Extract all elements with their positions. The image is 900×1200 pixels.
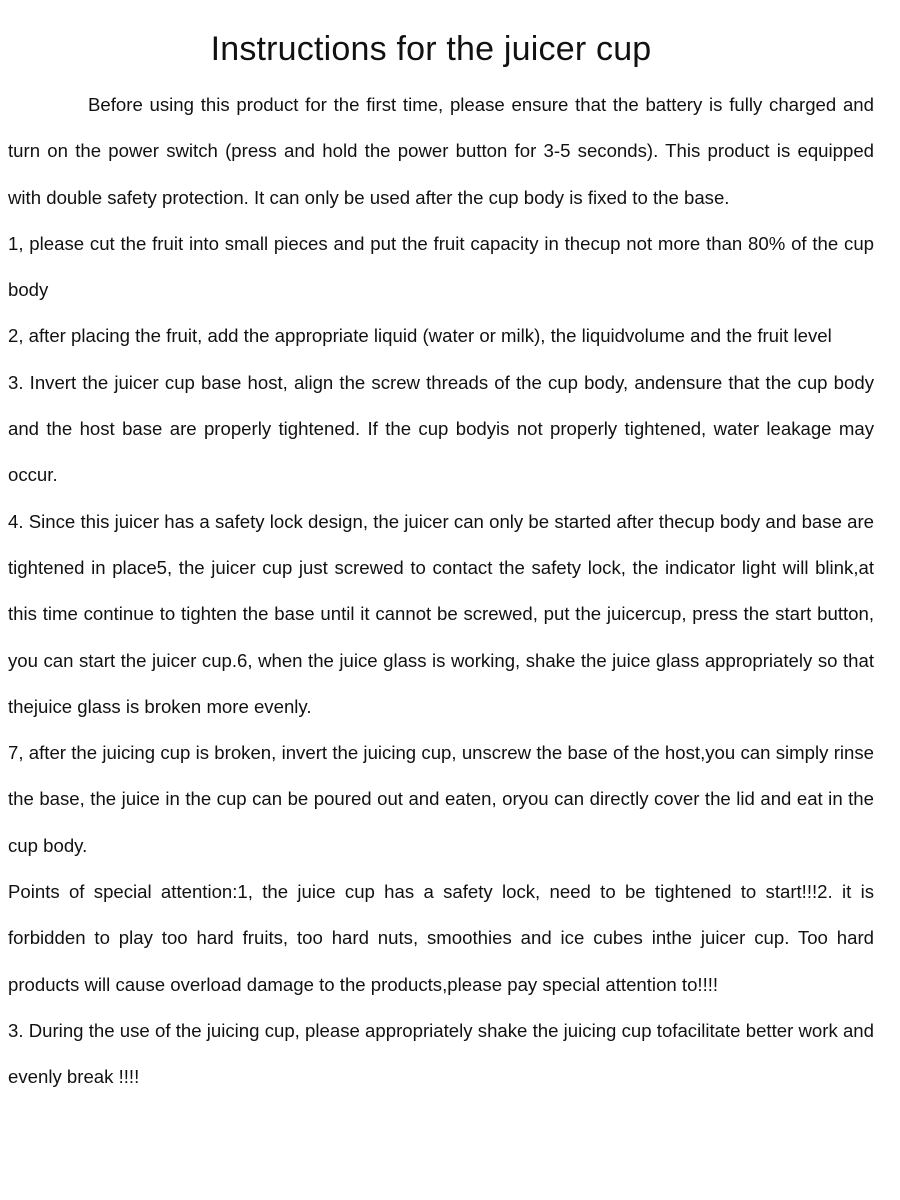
attention-note-3-paragraph: 3. During the use of the juicing cup, please appropriately shake the juicing cup tofacilitate better work and evenly break !!!! [8, 1019, 874, 1088]
step-3-paragraph: 3. Invert the juicer cup base host, align the screw threads of the cup body, andensure that the cup body and the host base are properly tightened. If the cup bodyis not properly tightened, water leakage may occur. [8, 371, 874, 486]
step-4-paragraph: 4. Since this juicer has a safety lock design, the juicer can only be started after thecup body and base are tightened in place5, the juicer cup just screwed to contact the safety lock, the indicator light will blink,at this time continue to tighten the base until it cannot be screwed, put the juicercup, press the start button, you can start the juicer cup.6, when the juice glass is working, shake the juice glass appropriately so that thejuice glass is broken more evenly. [8, 510, 874, 717]
step-1-paragraph: 1, please cut the fruit into small pieces and put the fruit capacity in thecup not more than 80% of the cup body [8, 232, 874, 301]
special-attention-paragraph: Points of special attention:1, the juice cup has a safety lock, need to be tightened to start!!!2. it is forbidden to play too hard fruits, too hard nuts, smoothies and ice cubes inthe juicer cup. Too hard products will cause overload damage to the products,please pay special attention to!!!! [8, 881, 874, 995]
page-title: Instructions for the juicer cup [210, 30, 652, 68]
instruction-body [8, 82, 874, 1101]
step-2-paragraph: 2, after placing the fruit, add the appropriate liquid (water or milk), the liquidvolume and the fruit level [8, 325, 832, 347]
step-7-paragraph: 7, after the juicing cup is broken, invert the juicing cup, unscrew the base of the host,you can simply rinse the base, the juice in the cup can be poured out and eaten, oryou can directly cover the lid and eat in the cup body. [8, 742, 874, 856]
intro-paragraph: Before using this product for the first time, please ensure that the battery is fully charged and turn on the power switch (press and hold the power button for 3-5 seconds). This product is equipped with double safety protection. It can only be used after the cup body is fixed to the base. [8, 94, 874, 208]
